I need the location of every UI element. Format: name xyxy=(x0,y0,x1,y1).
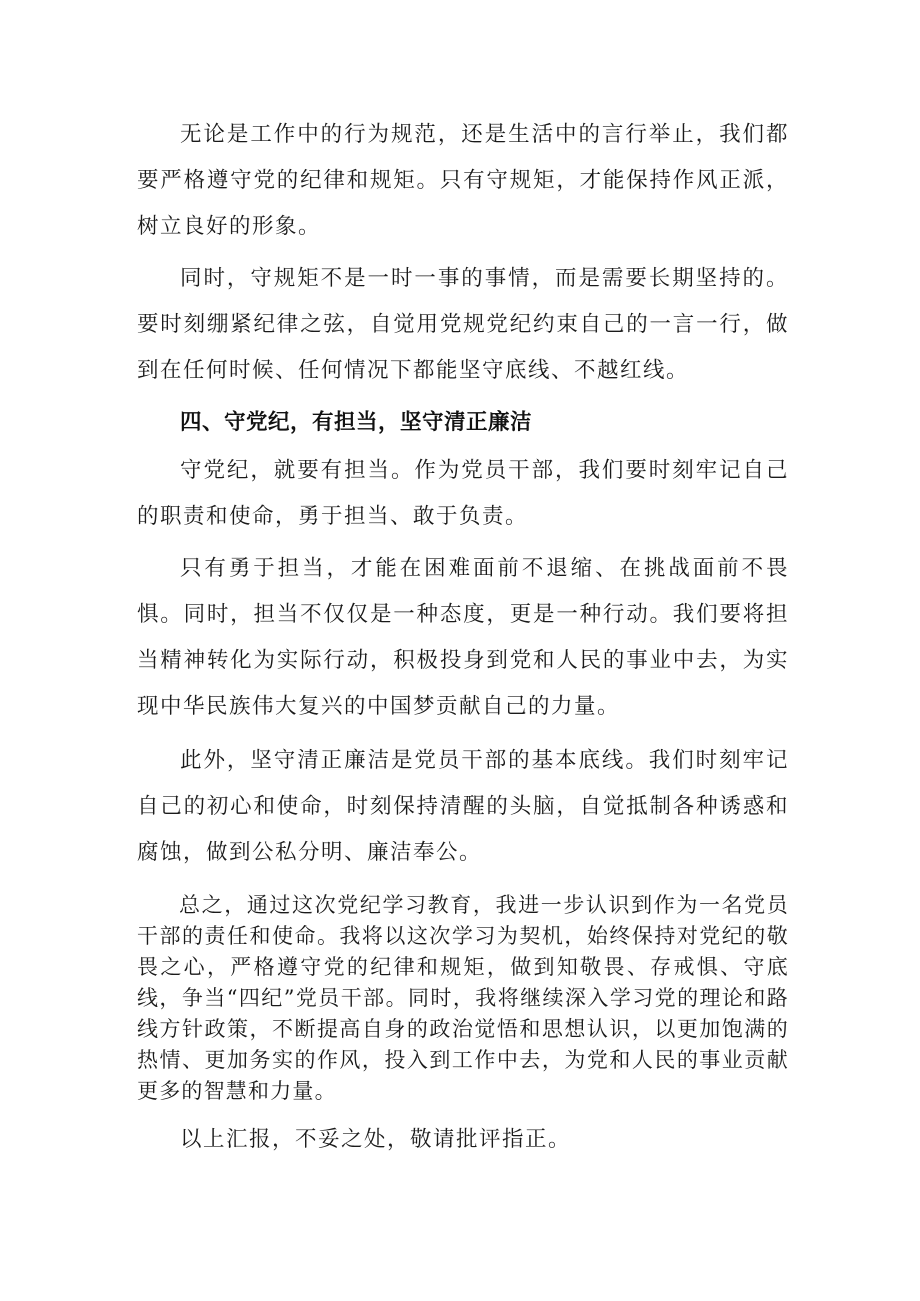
paragraph-integrity: 此外，坚守清正廉洁是党员干部的基本底线。我们时刻牢记自己的初心和使命，时刻保持清醒的头脑，自觉抵制各种诱惑和腐蚀，做到公私分明、廉洁奉公。 xyxy=(137,748,789,865)
paragraph-responsibility: 守党纪，就要有担当。作为党员干部，我们要时刻牢记自己的职责和使命，勇于担当、敢于负责。 xyxy=(137,458,789,529)
paragraph-closing: 以上汇报，不妥之处，敬请批评指正。 xyxy=(180,1127,572,1152)
section-heading-four: 四、守党纪，有担当，坚守清正廉洁 xyxy=(180,410,533,435)
paragraph-long-term-discipline: 同时，守规矩不是一时一事的事情，而是需要长期坚持的。要时刻绷紧纪律之弦，自觉用党规党纪约束自己的一言一行，做到在任何时候、任何情况下都能坚守底线、不越红线。 xyxy=(137,266,789,383)
paragraph-summary: 总之，通过这次党纪学习教育，我进一步认识到作为一名党员干部的责任和使命。我将以这次学习为契机，始终保持对党纪的敬畏之心，严格遵守党的纪律和规矩，做到知敬畏、存戒惧、守底线，争当“四纪”党员干部。同时，我将继续深入学习党的理论和路线方针政策，不断提高自身的政治觉悟和思想认识，以更加饱满的热情、更加务实的作风，投入到工作中去，为党和人民的事业贡献更多的智慧和力量。 xyxy=(137,893,789,1103)
paragraph-rules-conduct: 无论是工作中的行为规范，还是生活中的言行举止，我们都要严格遵守党的纪律和规矩。只有守规矩，才能保持作风正派，树立良好的形象。 xyxy=(137,122,789,239)
paragraph-courage-action: 只有勇于担当，才能在困难面前不退缩、在挑战面前不畏惧。同时，担当不仅仅是一种态度，更是一种行动。我们要将担当精神转化为实际行动，积极投身到党和人民的事业中去，为实现中华民族伟大复兴的中国梦贡献自己的力量。 xyxy=(137,556,789,719)
